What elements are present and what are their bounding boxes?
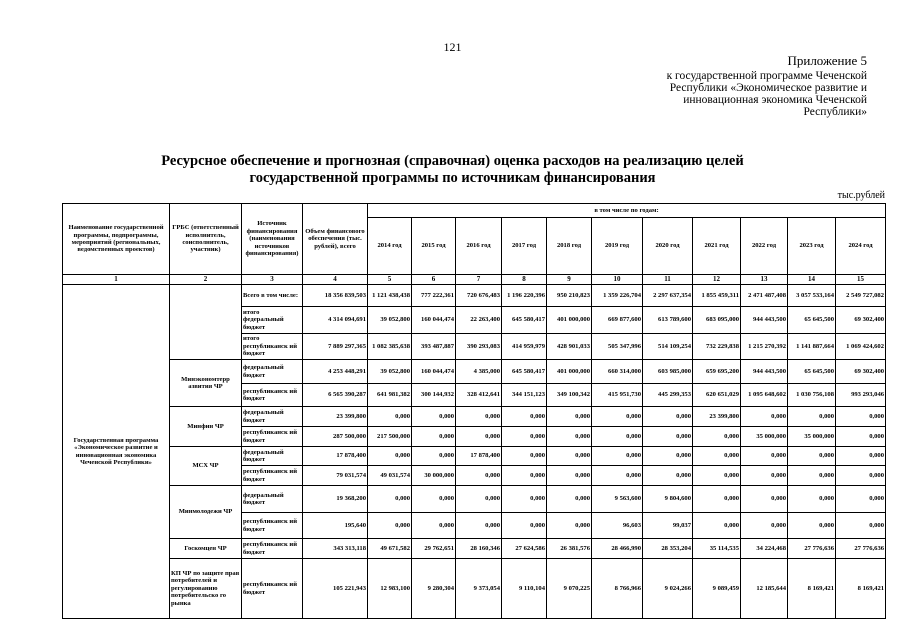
year-value-cell: 0,000: [643, 447, 693, 466]
source-cell: итого федеральный бюджет: [242, 307, 303, 334]
volume-cell: 287 500,000: [303, 427, 368, 447]
column-number: 13: [741, 275, 788, 285]
year-value-cell: 0,000: [836, 466, 886, 486]
year-value-cell: 28 353,204: [643, 539, 693, 559]
year-value-cell: 300 144,932: [412, 384, 456, 407]
year-value-cell: 0,000: [502, 427, 547, 447]
year-value-cell: 414 959,979: [502, 334, 547, 360]
grbs-minmol: Минмолодежи ЧР: [170, 486, 242, 539]
year-value-cell: 0,000: [741, 407, 788, 427]
year-value-cell: 641 981,382: [368, 384, 412, 407]
year-value-cell: 0,000: [836, 407, 886, 427]
year-value-cell: 9 280,304: [412, 559, 456, 619]
year-value-cell: 30 000,000: [412, 466, 456, 486]
year-value-cell: 9 024,266: [643, 559, 693, 619]
year-value-cell: 1 069 424,602: [836, 334, 886, 360]
year-value-cell: 0,000: [368, 486, 412, 513]
year-value-cell: 0,000: [741, 513, 788, 539]
volume-cell: 19 368,200: [303, 486, 368, 513]
source-cell: итого республиканск ий бюджет: [242, 334, 303, 360]
header-year: 2019 год: [592, 218, 643, 275]
year-value-cell: 0,000: [412, 486, 456, 513]
year-value-cell: 9 089,459: [693, 559, 741, 619]
year-value-cell: 27 776,636: [788, 539, 836, 559]
source-cell: республиканск ий бюджет: [242, 559, 303, 619]
year-value-cell: 0,000: [502, 407, 547, 427]
year-value-cell: 1 215 270,392: [741, 334, 788, 360]
header-year: 2022 год: [741, 218, 788, 275]
year-value-cell: 620 651,029: [693, 384, 741, 407]
source-cell: республиканск ий бюджет: [242, 466, 303, 486]
column-number: 15: [836, 275, 886, 285]
year-value-cell: 2 297 637,354: [643, 285, 693, 307]
year-value-cell: 160 044,474: [412, 360, 456, 384]
header-year: 2016 год: [456, 218, 502, 275]
grbs-msh: МСХ ЧР: [170, 447, 242, 486]
year-value-cell: 0,000: [412, 513, 456, 539]
year-value-cell: 0,000: [547, 513, 592, 539]
year-value-cell: 69 302,400: [836, 307, 886, 334]
year-value-cell: 12 185,644: [741, 559, 788, 619]
column-number: 4: [303, 275, 368, 285]
year-value-cell: 0,000: [547, 447, 592, 466]
year-value-cell: 1 030 756,108: [788, 384, 836, 407]
year-value-cell: 0,000: [693, 513, 741, 539]
year-value-cell: 0,000: [693, 427, 741, 447]
column-number: 9: [547, 275, 592, 285]
year-value-cell: 27 624,586: [502, 539, 547, 559]
year-value-cell: 1 082 385,638: [368, 334, 412, 360]
year-value-cell: 22 263,400: [456, 307, 502, 334]
year-value-cell: 1 196 220,396: [502, 285, 547, 307]
year-value-cell: 23 399,800: [693, 407, 741, 427]
year-value-cell: 505 347,996: [592, 334, 643, 360]
year-value-cell: 0,000: [502, 486, 547, 513]
year-value-cell: 660 314,000: [592, 360, 643, 384]
appendix-title: Приложение 5: [787, 53, 867, 68]
year-value-cell: 428 901,033: [547, 334, 592, 360]
year-value-cell: 0,000: [368, 513, 412, 539]
year-value-cell: 0,000: [592, 466, 643, 486]
year-value-cell: 0,000: [788, 407, 836, 427]
grbs-minfin: Минфин ЧР: [170, 407, 242, 447]
grbs-kp: КП ЧР по защите прав потребителей и регулированию потребительско го рынка: [170, 559, 242, 619]
volume-cell: 4 253 448,291: [303, 360, 368, 384]
source-cell: федеральный бюджет: [242, 486, 303, 513]
year-value-cell: 0,000: [502, 447, 547, 466]
header-name: Наименование государственной программы, подпрограммы, мероприятий (региональных, ведомственных проектов): [63, 204, 170, 275]
year-value-cell: 0,000: [693, 486, 741, 513]
year-value-cell: 944 443,500: [741, 307, 788, 334]
column-number: 3: [242, 275, 303, 285]
year-value-cell: 0,000: [836, 447, 886, 466]
year-value-cell: 344 151,123: [502, 384, 547, 407]
year-value-cell: 17 878,400: [456, 447, 502, 466]
header-source: Источник финансирования (наименования источников финансирования): [242, 204, 303, 275]
year-value-cell: 0,000: [547, 466, 592, 486]
year-value-cell: 0,000: [836, 486, 886, 513]
year-value-cell: 0,000: [456, 466, 502, 486]
year-value-cell: 9 373,054: [456, 559, 502, 619]
column-number: 8: [502, 275, 547, 285]
year-value-cell: 0,000: [788, 513, 836, 539]
volume-cell: 23 399,800: [303, 407, 368, 427]
year-value-cell: 944 443,500: [741, 360, 788, 384]
year-value-cell: 29 762,651: [412, 539, 456, 559]
year-value-cell: 1 121 438,438: [368, 285, 412, 307]
year-value-cell: 0,000: [592, 427, 643, 447]
resource-table: [62, 203, 886, 619]
year-value-cell: 0,000: [693, 466, 741, 486]
unit-label: тыс.рублей: [837, 190, 885, 201]
year-value-cell: 732 229,838: [693, 334, 741, 360]
volume-cell: 6 565 390,287: [303, 384, 368, 407]
year-value-cell: 645 580,417: [502, 360, 547, 384]
header-by-years: в том числе по годам:: [368, 204, 886, 218]
year-value-cell: 0,000: [456, 407, 502, 427]
year-value-cell: 9 563,600: [592, 486, 643, 513]
grbs-minek: Минэкономтерр азвития ЧР: [170, 360, 242, 407]
year-value-cell: 445 299,353: [643, 384, 693, 407]
year-value-cell: 0,000: [456, 486, 502, 513]
year-value-cell: 27 776,636: [836, 539, 886, 559]
year-value-cell: 35 000,000: [788, 427, 836, 447]
year-value-cell: 0,000: [693, 447, 741, 466]
year-value-cell: 0,000: [741, 486, 788, 513]
source-cell: республиканск ий бюджет: [242, 427, 303, 447]
year-value-cell: 0,000: [788, 447, 836, 466]
year-value-cell: 1 095 648,602: [741, 384, 788, 407]
year-value-cell: 69 302,400: [836, 360, 886, 384]
year-value-cell: 645 580,417: [502, 307, 547, 334]
year-value-cell: 603 985,000: [643, 360, 693, 384]
year-value-cell: 2 549 727,082: [836, 285, 886, 307]
year-value-cell: 0,000: [368, 447, 412, 466]
column-number: 11: [643, 275, 693, 285]
source-cell: федеральный бюджет: [242, 447, 303, 466]
volume-cell: 105 221,943: [303, 559, 368, 619]
column-number: 1: [63, 275, 170, 285]
year-value-cell: 0,000: [502, 466, 547, 486]
year-value-cell: 49 671,582: [368, 539, 412, 559]
year-value-cell: 1 141 887,664: [788, 334, 836, 360]
page-number: 121: [443, 40, 462, 54]
year-value-cell: 28 466,990: [592, 539, 643, 559]
header-grbs: ГРБС (ответственный исполнитель, соисполнитель, участник): [170, 204, 242, 275]
year-value-cell: 9 804,600: [643, 486, 693, 513]
header-year: 2023 год: [788, 218, 836, 275]
volume-cell: 4 314 094,691: [303, 307, 368, 334]
year-value-cell: 65 645,500: [788, 360, 836, 384]
year-value-cell: 0,000: [643, 407, 693, 427]
year-value-cell: 0,000: [547, 427, 592, 447]
year-value-cell: 349 100,342: [547, 384, 592, 407]
year-value-cell: 4 385,000: [456, 360, 502, 384]
year-value-cell: 0,000: [547, 486, 592, 513]
source-cell: федеральный бюджет: [242, 360, 303, 384]
header-year: 2017 год: [502, 218, 547, 275]
year-value-cell: 950 210,823: [547, 285, 592, 307]
header-year: 2018 год: [547, 218, 592, 275]
year-value-cell: 993 293,046: [836, 384, 886, 407]
column-number: 5: [368, 275, 412, 285]
year-value-cell: 8 169,421: [788, 559, 836, 619]
year-value-cell: 0,000: [836, 427, 886, 447]
source-cell: республиканск ий бюджет: [242, 539, 303, 559]
year-value-cell: 3 057 533,164: [788, 285, 836, 307]
year-value-cell: 39 052,800: [368, 360, 412, 384]
grbs-goskom: Госкомцен ЧР: [170, 539, 242, 559]
year-value-cell: 720 676,483: [456, 285, 502, 307]
year-value-cell: 39 052,800: [368, 307, 412, 334]
year-value-cell: 217 500,000: [368, 427, 412, 447]
year-value-cell: 28 160,346: [456, 539, 502, 559]
year-value-cell: 0,000: [788, 466, 836, 486]
column-number: 6: [412, 275, 456, 285]
year-value-cell: 328 412,641: [456, 384, 502, 407]
year-value-cell: 683 095,000: [693, 307, 741, 334]
year-value-cell: 0,000: [836, 513, 886, 539]
volume-cell: 79 031,574: [303, 466, 368, 486]
year-value-cell: 0,000: [643, 466, 693, 486]
year-value-cell: 401 000,000: [547, 360, 592, 384]
year-value-cell: 65 645,500: [788, 307, 836, 334]
column-number: 2: [170, 275, 242, 285]
year-value-cell: 0,000: [547, 407, 592, 427]
year-value-cell: 393 487,887: [412, 334, 456, 360]
year-value-cell: 0,000: [412, 427, 456, 447]
year-value-cell: 9 110,104: [502, 559, 547, 619]
volume-cell: 17 878,400: [303, 447, 368, 466]
header-volume: Объем финансового обеспечения (тыс. рублей), всего: [303, 204, 368, 275]
year-value-cell: 8 169,421: [836, 559, 886, 619]
year-value-cell: 0,000: [643, 427, 693, 447]
year-value-cell: 0,000: [412, 447, 456, 466]
year-value-cell: 0,000: [412, 407, 456, 427]
year-value-cell: 34 224,468: [741, 539, 788, 559]
year-value-cell: 0,000: [456, 513, 502, 539]
year-value-cell: 0,000: [741, 447, 788, 466]
column-number: 14: [788, 275, 836, 285]
year-value-cell: 8 766,966: [592, 559, 643, 619]
column-number: 12: [693, 275, 741, 285]
year-value-cell: 514 109,254: [643, 334, 693, 360]
year-value-cell: 12 983,100: [368, 559, 412, 619]
year-value-cell: 9 070,225: [547, 559, 592, 619]
year-value-cell: 669 877,600: [592, 307, 643, 334]
year-value-cell: 0,000: [592, 447, 643, 466]
volume-cell: 195,640: [303, 513, 368, 539]
column-number: 7: [456, 275, 502, 285]
year-value-cell: 0,000: [502, 513, 547, 539]
year-value-cell: 160 044,474: [412, 307, 456, 334]
year-value-cell: 0,000: [456, 427, 502, 447]
year-value-cell: 1 855 459,311: [693, 285, 741, 307]
year-value-cell: 26 381,576: [547, 539, 592, 559]
year-value-cell: 0,000: [368, 407, 412, 427]
header-year: 2024 год: [836, 218, 886, 275]
source-cell: республиканск ий бюджет: [242, 513, 303, 539]
header-year: 2015 год: [412, 218, 456, 275]
year-value-cell: 2 471 487,408: [741, 285, 788, 307]
source-cell: республиканск ий бюджет: [242, 384, 303, 407]
year-value-cell: 613 789,600: [643, 307, 693, 334]
column-number: 10: [592, 275, 643, 285]
volume-cell: 18 356 839,503: [303, 285, 368, 307]
year-value-cell: 0,000: [741, 466, 788, 486]
volume-cell: 343 313,118: [303, 539, 368, 559]
header-year: 2021 год: [693, 218, 741, 275]
year-value-cell: 99,037: [643, 513, 693, 539]
year-value-cell: 35 114,535: [693, 539, 741, 559]
year-value-cell: 35 000,000: [741, 427, 788, 447]
program-name-cell: Государственная программа «Экономическое развитие и инновационная экономика Чеченской Республики»: [63, 285, 170, 619]
volume-cell: 7 889 297,365: [303, 334, 368, 360]
year-value-cell: 96,603: [592, 513, 643, 539]
grbs-empty-cell: [170, 285, 242, 360]
year-value-cell: 0,000: [592, 407, 643, 427]
header-year: 2020 год: [643, 218, 693, 275]
document-title: Ресурсное обеспечение и прогнозная (справочная) оценка расходов на реализацию целей государственной программы по источникам финансирования: [161, 153, 744, 186]
year-value-cell: 659 695,200: [693, 360, 741, 384]
year-value-cell: 415 951,730: [592, 384, 643, 407]
year-value-cell: 1 359 226,704: [592, 285, 643, 307]
year-value-cell: 0,000: [788, 486, 836, 513]
year-value-cell: 401 000,000: [547, 307, 592, 334]
source-cell: Всего в том числе:: [242, 285, 303, 307]
year-value-cell: 390 293,083: [456, 334, 502, 360]
appendix-subtitle: к государственной программе Чеченской Республики «Экономическое развитие и инновационная экономика Чеченской Республики»: [666, 70, 867, 118]
year-value-cell: 777 222,361: [412, 285, 456, 307]
header-year: 2014 год: [368, 218, 412, 275]
year-value-cell: 49 031,574: [368, 466, 412, 486]
source-cell: федеральный бюджет: [242, 407, 303, 427]
